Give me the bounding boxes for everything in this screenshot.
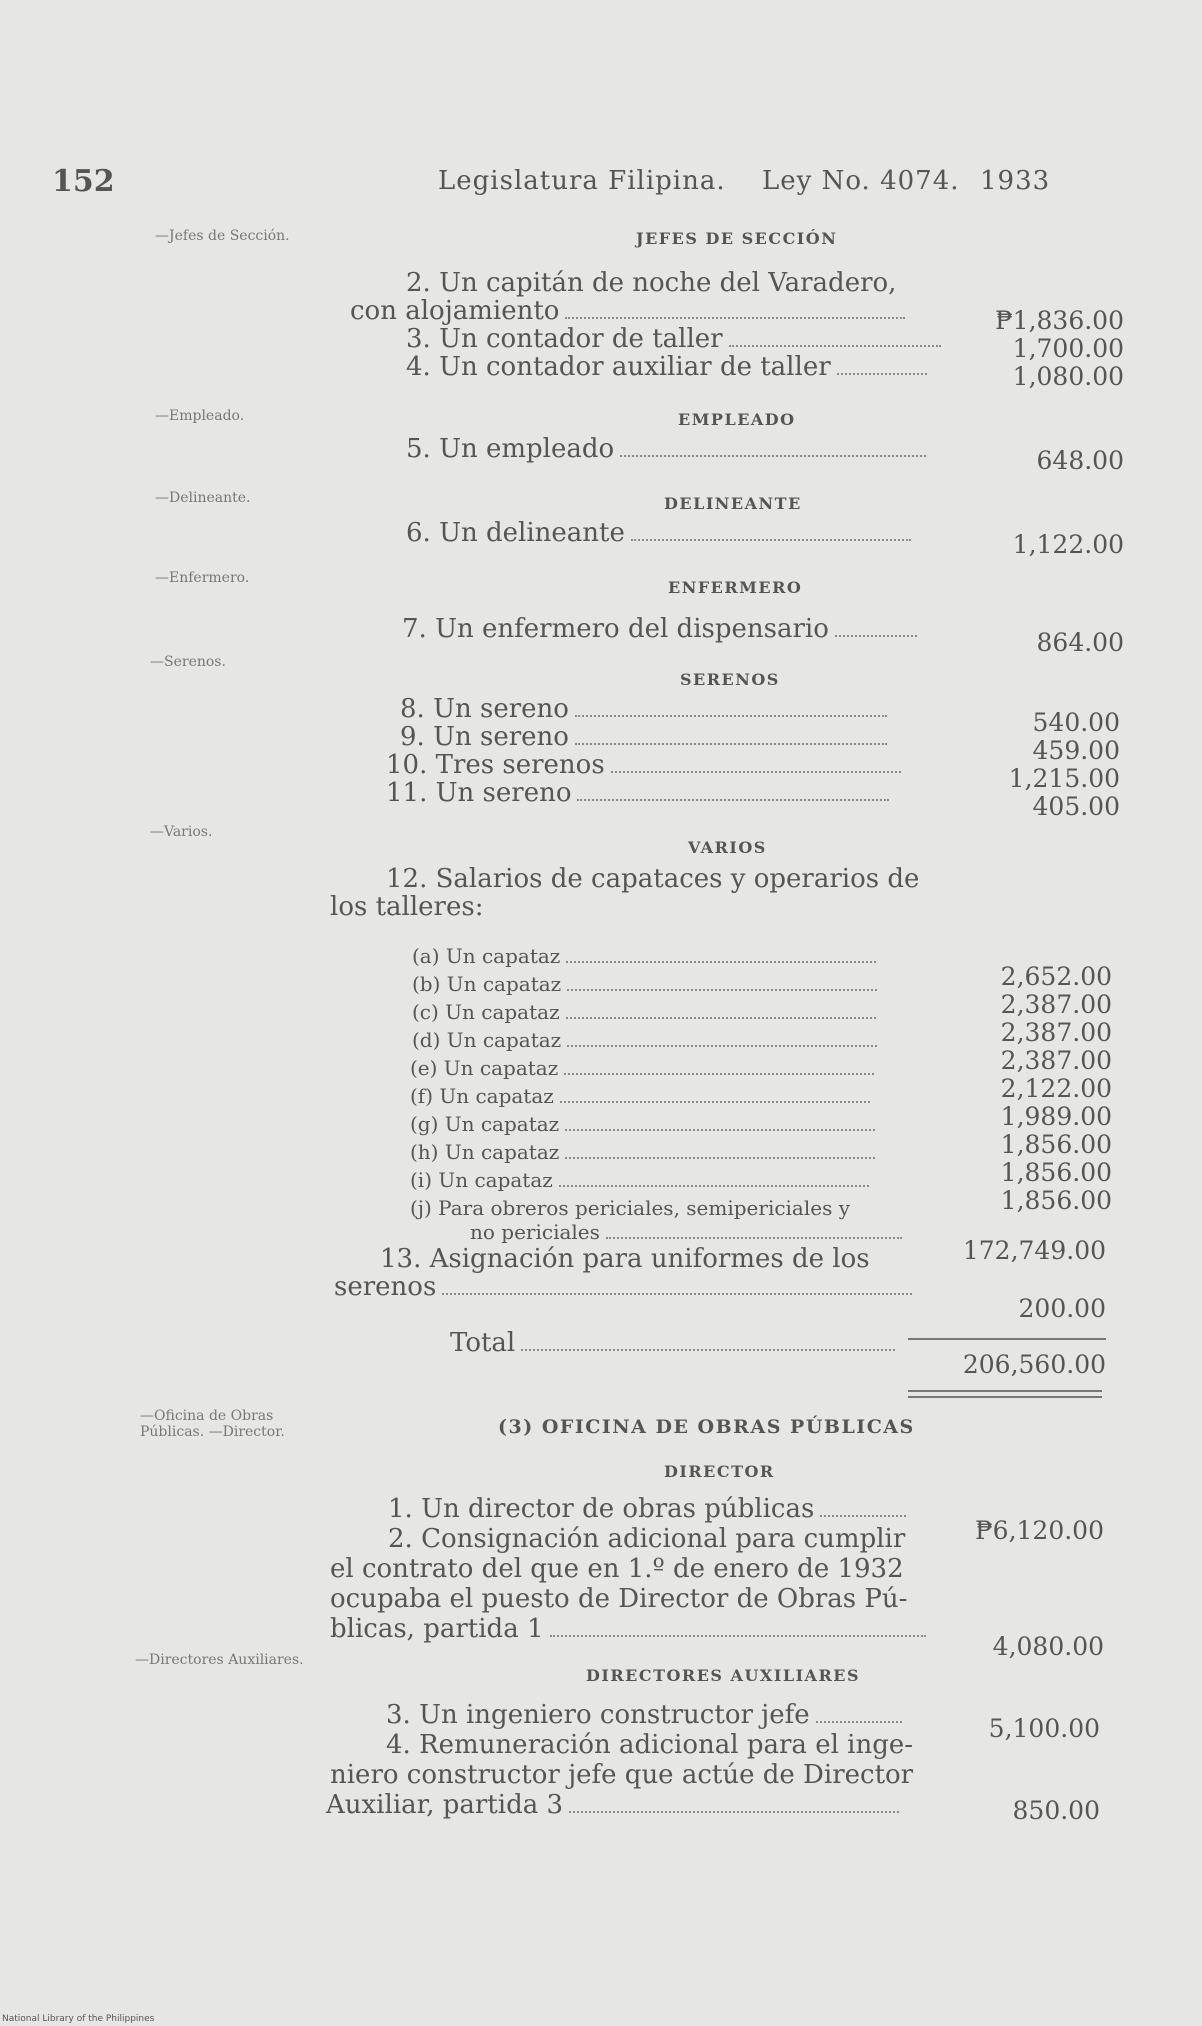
margin-note-enfermero: —Enfermero. — [155, 570, 250, 586]
item-3: 3. Un contador de taller — [406, 324, 941, 354]
running-header-title: Legislatura Filipina. — [438, 166, 726, 196]
subitem-c-amount: 2,387.00 — [1000, 1018, 1112, 1047]
subitem-b: (b) Un capataz — [412, 972, 877, 996]
subitem-j-line2: no periciales — [470, 1220, 902, 1244]
total-label: Total — [450, 1328, 895, 1358]
running-header-law: Ley No. 4074. — [762, 166, 960, 196]
director-aux-item-4-line2: niero constructor jefe que actúe de Director — [330, 1760, 914, 1790]
director-item-2-line1: 2. Consignación adicional para cumplir — [388, 1524, 906, 1554]
director-item-1-amount: ₱6,120.00 — [975, 1516, 1104, 1545]
margin-note-oficina: —Oficina de Obras Públicas. —Director. — [140, 1408, 285, 1440]
heading-directores: DIRECTORES AUXILIARES — [586, 1666, 861, 1685]
item-7: 7. Un enfermero del dispensario — [402, 614, 917, 644]
item-12-line2: los talleres: — [330, 892, 484, 922]
director-aux-item-4-line1: 4. Remuneración adicional para el inge- — [386, 1730, 914, 1760]
subitem-j-amount: 172,749.00 — [962, 1236, 1106, 1265]
running-header-year: 1933 — [980, 166, 1051, 196]
subitem-h: (h) Un capataz — [410, 1140, 875, 1164]
item-10: 10. Tres serenos — [386, 750, 901, 780]
heading-jefes: JEFES DE SECCIÓN — [636, 229, 838, 248]
margin-note-serenos: —Serenos. — [150, 654, 226, 670]
subitem-a: (a) Un capataz — [412, 944, 876, 968]
item-10-amount: 1,215.00 — [1008, 764, 1120, 793]
subitem-j-line1: (j) Para obreros periciales, semipericiales y — [410, 1196, 851, 1220]
item-12-line1: 12. Salarios de capataces y operarios de — [386, 864, 920, 894]
item-9: 9. Un sereno — [400, 722, 887, 752]
item-7-amount: 864.00 — [1036, 628, 1124, 657]
heading-empleado: EMPLEADO — [678, 410, 796, 429]
total-amount: 206,560.00 — [962, 1350, 1106, 1379]
director-item-1: 1. Un director de obras públicas — [388, 1494, 906, 1524]
subitem-a-amount: 2,652.00 — [1000, 962, 1112, 991]
subitem-f-amount: 1,989.00 — [1000, 1102, 1112, 1131]
item-6-amount: 1,122.00 — [1012, 530, 1124, 559]
page-number: 152 — [52, 164, 115, 199]
director-aux-item-4-line3: Auxiliar, partida 3 — [326, 1790, 899, 1820]
total-double-rule-bottom — [908, 1396, 1102, 1398]
heading-varios: VARIOS — [688, 838, 767, 857]
subitem-h-amount: 1,856.00 — [1000, 1158, 1112, 1187]
heading-delineante: DELINEANTE — [664, 494, 802, 513]
heading-serenos: SERENOS — [680, 670, 780, 689]
item-11: 11. Un sereno — [386, 778, 889, 808]
director-item-2-line2: el contrato del que en 1.º de enero de 1932 — [330, 1554, 904, 1584]
subitem-i-amount: 1,856.00 — [1000, 1186, 1112, 1215]
total-double-rule-top — [908, 1390, 1102, 1392]
subitem-f: (f) Un capataz — [410, 1084, 870, 1108]
director-aux-item-3-amount: 5,100.00 — [988, 1714, 1100, 1743]
margin-note-jefes: —Jefes de Sección. — [155, 228, 290, 244]
item-3-amount: 1,700.00 — [1012, 334, 1124, 363]
item-8-amount: 540.00 — [1032, 708, 1120, 737]
director-item-2-amount: 4,080.00 — [992, 1632, 1104, 1661]
heading-enfermero: ENFERMERO — [668, 578, 803, 597]
margin-note-directores: —Directores Auxiliares. — [135, 1652, 304, 1668]
item-2-amount: ₱1,836.00 — [995, 306, 1124, 335]
margin-note-delineante: —Delineante. — [155, 490, 251, 506]
item-2-line2: con alojamiento — [350, 296, 905, 326]
item-4: 4. Un contador auxiliar de taller — [406, 352, 927, 382]
subitem-c: (c) Un capataz — [412, 1000, 876, 1024]
item-13-line1: 13. Asignación para uniformes de los — [380, 1244, 870, 1274]
item-13-amount: 200.00 — [1018, 1294, 1106, 1323]
item-2-line1: 2. Un capitán de noche del Varadero, — [406, 268, 897, 298]
subtotal-rule — [908, 1338, 1106, 1340]
subitem-i: (i) Un capataz — [410, 1168, 869, 1192]
item-9-amount: 459.00 — [1032, 736, 1120, 765]
director-aux-item-4-amount: 850.00 — [1012, 1796, 1100, 1825]
director-aux-item-3: 3. Un ingeniero constructor jefe — [386, 1700, 902, 1730]
margin-note-varios: —Varios. — [150, 824, 213, 840]
director-item-2-line4: blicas, partida 1 — [330, 1614, 926, 1644]
subitem-b-amount: 2,387.00 — [1000, 990, 1112, 1019]
item-4-amount: 1,080.00 — [1012, 362, 1124, 391]
subitem-e: (e) Un capataz — [410, 1056, 874, 1080]
subitem-e-amount: 2,122.00 — [1000, 1074, 1112, 1103]
heading-director: DIRECTOR — [664, 1462, 775, 1481]
subitem-g-amount: 1,856.00 — [1000, 1130, 1112, 1159]
item-6: 6. Un delineante — [406, 518, 911, 548]
margin-note-empleado: —Empleado. — [155, 408, 245, 424]
item-8: 8. Un sereno — [400, 694, 887, 724]
item-13-line2: serenos — [334, 1272, 912, 1302]
item-5: 5. Un empleado — [406, 434, 926, 464]
subitem-d: (d) Un capataz — [412, 1028, 877, 1052]
heading-oficina: (3) OFICINA DE OBRAS PÚBLICAS — [498, 1416, 915, 1438]
item-5-amount: 648.00 — [1036, 446, 1124, 475]
item-11-amount: 405.00 — [1032, 792, 1120, 821]
subitem-g: (g) Un capataz — [410, 1112, 875, 1136]
director-item-2-line3: ocupaba el puesto de Director de Obras Pú- — [330, 1584, 908, 1614]
footer-credit: National Library of the Philippines — [2, 2014, 155, 2024]
subitem-d-amount: 2,387.00 — [1000, 1046, 1112, 1075]
